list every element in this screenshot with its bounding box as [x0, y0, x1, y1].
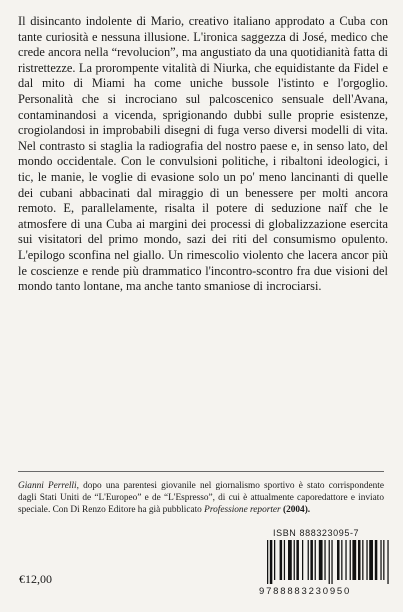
- price: €12,00: [19, 572, 52, 586]
- barcode-bar: [302, 540, 303, 580]
- barcode-bar: [383, 540, 384, 580]
- barcode-bar: [387, 540, 388, 584]
- barcode-bar: [358, 540, 361, 580]
- barcode-bar: [280, 540, 283, 580]
- barcode-bar: [341, 540, 342, 580]
- barcode-bar: [274, 540, 275, 580]
- barcode-bar: [319, 540, 323, 580]
- previous-book-title: Professione reporter: [204, 505, 281, 515]
- barcode-bar: [296, 540, 299, 580]
- barcode-bar: [294, 540, 295, 580]
- barcode-bar: [380, 540, 381, 580]
- previous-book-year: (2004).: [280, 505, 311, 515]
- blurb: [18, 14, 388, 295]
- barcode-bar: [284, 540, 285, 580]
- bio-text-main: , dopo una parentesi giovanile nel giornalismo sportivo è stato corrispondente dagli Stati Uniti de “L'Europeo” e de “L'Espresso”, di cui è attualmente caporedattore e inviato speciale. Con Di Renzo Editore ha già pubblicato: [18, 481, 384, 515]
- barcode-bar: [345, 540, 346, 580]
- author-bio: [18, 480, 384, 516]
- barcode-bar: [375, 540, 378, 580]
- barcode-bar: [369, 540, 373, 580]
- barcode-bar: [270, 540, 273, 584]
- barcode-bar: [366, 540, 367, 580]
- barcode-bar: [288, 540, 292, 580]
- isbn-label: ISBN 888323095-7: [273, 528, 360, 538]
- barcode-bar: [308, 540, 309, 580]
- divider: [18, 471, 384, 472]
- barcode-bar: [329, 540, 330, 584]
- barcode-bar: [310, 540, 313, 580]
- author-name: Gianni Perrelli: [18, 481, 77, 491]
- barcode-bar: [350, 540, 351, 580]
- blurb-text: Il disincanto indolente di Mario, creativo italiano approdato a Cuba con tante curiosità e nessuna illusione. L'ironica saggezza di José, medico che crede ancora nella “revolucion”, ma angustiato da una quotidianità fatta di ristrettezze. La prorompente vitalità di Niurka, che equidistante da Fidel e dal mito di Miami ha come uniche bussole l'istinto e l'orgoglio. Personalità che si incrociano sul palcoscenico sensuale dell'Avana, contaminandosi a vicenda, sprigionando dubbi sulle proprie esistenze, crogiolandosi in improbabili disegni di fuga verso diversi modelli di vita. Nel contrasto si staglia la radiografia del nostro paese e, in senso lato, del mondo occidentale. Con le convulsioni politiche, i ribaltoni ideologici, i tic, le manie, le voglie di evasione solo un po' meno lancinanti di quelle dei cubani abbacinati dal miraggio di un benessere per molti ancora remoto. E, parallelamente, risalta il potere di seduzione naïf che le atmosfere di una Cuba ai margini dei processi di globalizzazione esercita sui visitatori del primo mondo, sazi dei riti del consumismo opulento. L'epilogo sconfina nel giallo. Un rimescolio violento che lacera ancor più le coscienze e rende più drammatico l'incontro-scontro fra due visioni del mondo tanto lontane, ma anche tanto smaniose di incrociarsi.: [18, 14, 388, 294]
- barcode-bar: [267, 540, 268, 584]
- barcode-bar: [331, 540, 332, 584]
- author-bio-text: [18, 480, 384, 516]
- barcode-bar: [337, 540, 340, 580]
- barcode-bar: [352, 540, 356, 580]
- barcode-bar: [362, 540, 363, 580]
- barcode-bar: [324, 540, 325, 580]
- barcode: [267, 540, 393, 584]
- barcode-bar: [315, 540, 316, 580]
- barcode-digits: 9788883230950: [259, 586, 352, 597]
